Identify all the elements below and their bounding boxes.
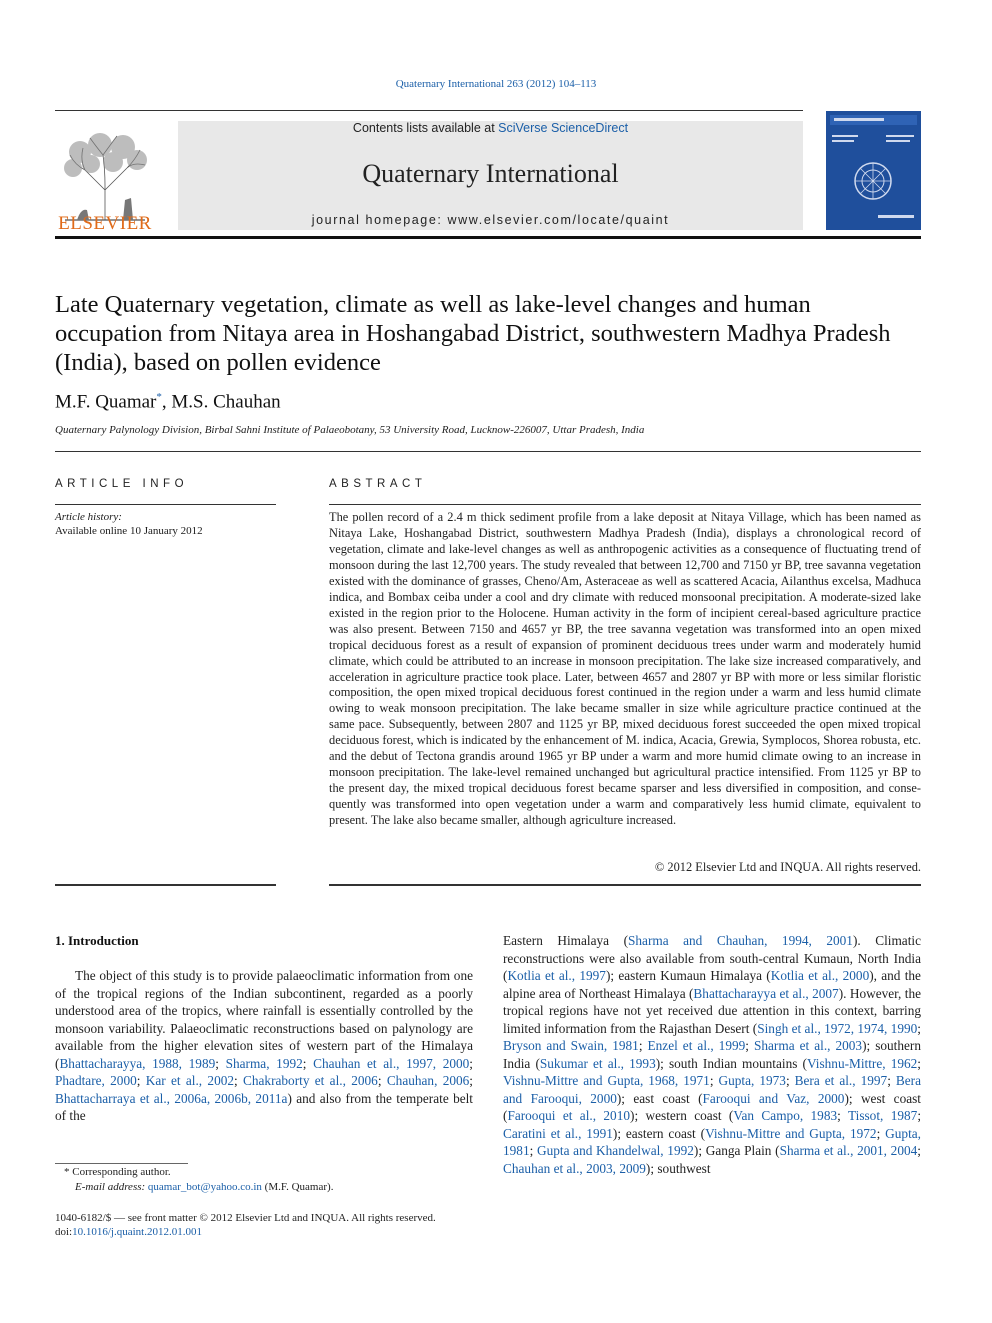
body-text: ;	[469, 1073, 473, 1088]
doi-label: doi:	[55, 1226, 73, 1238]
body-text: ;	[745, 1038, 754, 1053]
available-online-date: Available online 10 January 2012	[55, 525, 203, 537]
body-text: ); southwest	[645, 1160, 711, 1176]
abstract-bottom-rule	[329, 884, 921, 886]
reference-link[interactable]: Bhattacharraya et al., 2006a, 2006b, 2011a	[55, 1090, 288, 1106]
body-text: ;	[234, 1073, 244, 1088]
author-name[interactable]: M.S. Chauhan	[171, 391, 281, 413]
email-link[interactable]: quamar_bot@yahoo.co.in	[147, 1181, 262, 1193]
body-text: ;	[215, 1055, 226, 1071]
doi-link[interactable]: 10.1016/j.quaint.2012.01.001	[72, 1226, 202, 1238]
reference-link[interactable]: Sharma et al., 2003	[753, 1038, 863, 1053]
body-text: ;	[302, 1055, 314, 1071]
reference-link[interactable]: Kotlia et al., 2000	[770, 968, 870, 983]
body-text: ;	[785, 1073, 795, 1088]
body-text: ;	[709, 1073, 719, 1088]
body-text: ;	[529, 1143, 537, 1158]
corresponding-author-note: * Corresponding author.	[64, 1166, 171, 1178]
reference-link[interactable]: Bhattacharayya et al., 2007	[693, 985, 839, 1001]
reference-link[interactable]: Sharma, 1992	[225, 1055, 303, 1071]
intro-column-left	[55, 967, 473, 1125]
body-text: ;	[837, 1108, 848, 1123]
journal-name: Quaternary International	[362, 159, 619, 188]
reference-link[interactable]: Kar et al., 2002	[145, 1073, 235, 1088]
body-text: ), and the alpine area of Northeast Himalaya (	[503, 968, 921, 1001]
article-info-heading: ARTICLE INFO	[55, 478, 189, 490]
reference-link[interactable]: Farooqui and Vaz, 2000	[702, 1090, 845, 1106]
reference-link[interactable]: Van Campo, 1983	[733, 1108, 838, 1123]
email-note	[75, 1181, 333, 1193]
journal-homepage[interactable]: journal homepage: www.elsevier.com/locate/quaint	[311, 213, 670, 227]
author-name[interactable]: M.F. Quamar	[55, 391, 157, 413]
abstract-heading: ABSTRACT	[329, 478, 427, 490]
body-text: ;	[876, 1125, 886, 1141]
reference-link[interactable]: Gupta and Khandelwal, 1992	[536, 1143, 694, 1158]
section-heading-introduction: 1. Introduction	[55, 933, 139, 948]
reference-link[interactable]: Vishnu-Mittre and Gupta, 1972	[705, 1125, 877, 1141]
reference-link[interactable]: Farooqui et al., 2010	[507, 1108, 631, 1123]
affiliation-rule	[55, 451, 921, 452]
article-title: Late Quaternary vegetation, climate as well as lake-level changes and human occupation from Nitaya area in Hoshangabad District, southwestern Madhya Pradesh (India), based on pollen evidence	[55, 291, 891, 376]
email-suffix: (M.F. Quamar).	[261, 1181, 334, 1193]
abstract-copyright: © 2012 Elsevier Ltd and INQUA. All rights reserved.	[654, 860, 921, 874]
body-text: ); Ganga Plain (	[693, 1143, 780, 1158]
intro-column-right	[503, 932, 921, 1177]
journal-cover-image	[826, 111, 921, 230]
email-label: E-mail address:	[75, 1181, 148, 1193]
reference-link[interactable]: Chauhan et al., 1997, 2000	[313, 1055, 470, 1071]
body-text: ;	[377, 1073, 387, 1088]
elsevier-wordmark: ELSEVIER	[58, 213, 152, 234]
body-text: ;	[917, 1108, 922, 1123]
abstract-rule	[329, 504, 921, 505]
journal-header-box	[178, 121, 803, 230]
abstract-text: The pollen record of a 2.4 m thick sediment profile from a lake deposit at Nitaya Village, which has been named as Nitaya Lake, Hoshangabad District, southwestern Madhya Pradesh (India), displays a chronological record of vegetation, climate and lake-level changes as well as anthropogenic activities as a consequence of fluctuating trend of monsoon during the last 12,700 years. The study revealed that between 12,700 and 7150 yr BP, tree savanna vegetation existed with the dominance of grasses, Cheno/Am, Asteraceae as well as scattered Acacia, Ailanthus excelsa, Madhuca indica, and Bombax ceiba under a cool and dry climate with reduced monsoonal precipitation. A moderate-sized lake existed in the region prior to the Holocene. Human activity in the form of incipient cereal-based agriculture practice was also present. Between 7150 and 4657 yr BP, the tree savanna vegetation was transformed into an open mixed tropical deciduous forest as a result of expansion of prominent deciduous trees under warm and moderately humid climate, which could be attributed to an increase in monsoon precipitation. The lake size increased comparatively, and acceleration in agriculture practice took place. Later, between 4657 and 2807 yr BP with more or less similar floristic composition, the open mixed tropical deciduous forest continued in the region under a warm and less humid climate owing to weak monsoon precipitation. The lake became smaller in size while agriculture practice continued at the same pace. Subsequently, between 2807 and 1125 yr BP, mixed deciduous forest succeeded the open mixed tropical deciduous forest, which is indicated by the enhancement of M. indica, Acacia, Grewia, Symplocos, Shorea robusta, etc. and the debut of Tectona grandis around 1965 yr BP under a warm and more humid climate owing to an increase in monsoon precipitation. The lake-level remained unchanged but agricultural practice intensified. From 1125 yr BP to the present day, the mixed tropical deciduous forest became sparser and less diversified in composition, and consequently was transformed into open vegetation under a warm and comparatively less humid climate, equivalent to present. The lake also became smaller, although agriculture increased.	[329, 510, 921, 828]
reference-link[interactable]: Sharma and Chauhan, 1994, 2001	[628, 933, 853, 948]
sciencedirect-link[interactable]: SciVerse ScienceDirect	[498, 121, 629, 135]
footnote-rule	[55, 1163, 188, 1164]
reference-link[interactable]: Caratini et al., 1991	[503, 1125, 613, 1141]
body-text: ); south Indian mountains (	[655, 1055, 807, 1071]
reference-link[interactable]: Chauhan et al., 2003, 2009	[503, 1160, 646, 1176]
body-text: ); western coast (	[630, 1108, 734, 1123]
article-history-label: Article history:	[55, 511, 122, 523]
cover-artwork	[826, 111, 921, 230]
reference-link[interactable]: Sharma et al., 2001, 2004	[779, 1143, 918, 1158]
journal-citation[interactable]: Quaternary International 263 (2012) 104–113	[395, 78, 597, 90]
body-text: ;	[917, 1055, 921, 1071]
body-text: ;	[917, 1020, 921, 1036]
reference-link[interactable]: Enzel et al., 1999	[647, 1038, 746, 1053]
reference-link[interactable]: Bera and Farooqui, 2000	[503, 1073, 921, 1106]
reference-link[interactable]: Phadtare, 2000	[55, 1073, 137, 1088]
body-text: ;	[887, 1073, 896, 1088]
header-thick-rule	[55, 236, 921, 239]
corresponding-author-mark[interactable]: *	[156, 391, 162, 403]
reference-link[interactable]: Bryson and Swain, 1981	[503, 1038, 639, 1053]
reference-link[interactable]: Vishnu-Mittre and Gupta, 1968, 1971	[503, 1073, 710, 1088]
body-text: ); southern India (	[503, 1038, 922, 1071]
body-text: ). However, the tropical regions have not yet received due attention in this context, barring limited information from the Rajasthan Desert (	[503, 985, 921, 1036]
author-separator: ,	[161, 391, 172, 413]
body-text: ); west coast (	[503, 1090, 922, 1123]
reference-link[interactable]: Sukumar et al., 1993	[539, 1055, 656, 1071]
reference-link[interactable]: Tissot, 1987	[847, 1108, 918, 1123]
reference-link[interactable]: Chauhan, 2006	[386, 1073, 470, 1088]
body-text: ); eastern coast (	[612, 1125, 706, 1141]
contents-prefix: Contents lists available at	[352, 121, 499, 135]
author-affiliation: Quaternary Palynology Division, Birbal Sahni Institute of Palaeobotany, 53 University Road, Lucknow-226007, Uttar Pradesh, India	[55, 424, 645, 436]
body-text: ); east coast (	[616, 1090, 703, 1106]
body-text: ;	[469, 1055, 473, 1071]
body-text: ) and also from the temperate belt of the	[55, 1090, 474, 1123]
reference-link[interactable]: Vishnu-Mittre, 1962	[806, 1055, 918, 1071]
article-info-bottom-rule	[55, 884, 276, 886]
doi-note	[55, 1226, 202, 1238]
body-text: ;	[917, 1143, 921, 1158]
body-text: The object of this study is to provide palaeoclimatic information from one of the tropical regions of the Indian subcontinent, regarded as a poorly understood area of the tropics, where rainfall is essentially controlled by the monsoon variability. Palaeoclimatic reconstructions based on palynology are available from the higher elevation sites of western part of the Himalaya (	[55, 968, 473, 1071]
author-list	[55, 391, 281, 413]
body-text: ); eastern Kumaun Himalaya (	[605, 968, 771, 983]
body-text: ). Climatic reconstructions were also available from south-central Kumaun, North India (	[503, 933, 922, 983]
contents-availability	[178, 121, 803, 135]
reference-link[interactable]: Singh et al., 1972, 1974, 1990	[757, 1020, 918, 1036]
header-rule	[55, 110, 803, 111]
reference-link[interactable]: Gupta, 1981	[503, 1125, 921, 1158]
reference-link[interactable]: Bhattacharayya, 1988, 1989	[59, 1055, 216, 1071]
reference-link[interactable]: Kotlia et al., 1997	[507, 968, 606, 983]
body-text: ;	[136, 1073, 146, 1088]
front-matter-note: 1040-6182/$ — see front matter © 2012 Elsevier Ltd and INQUA. All rights reserved.	[55, 1212, 436, 1224]
reference-link[interactable]: Gupta, 1973	[718, 1073, 786, 1088]
reference-link[interactable]: Bera et al., 1997	[794, 1073, 888, 1088]
reference-link[interactable]: Chakraborty et al., 2006	[243, 1073, 378, 1088]
article-info-rule	[55, 504, 276, 505]
body-text: ;	[638, 1038, 648, 1053]
body-text: Eastern Himalaya (	[503, 933, 628, 948]
